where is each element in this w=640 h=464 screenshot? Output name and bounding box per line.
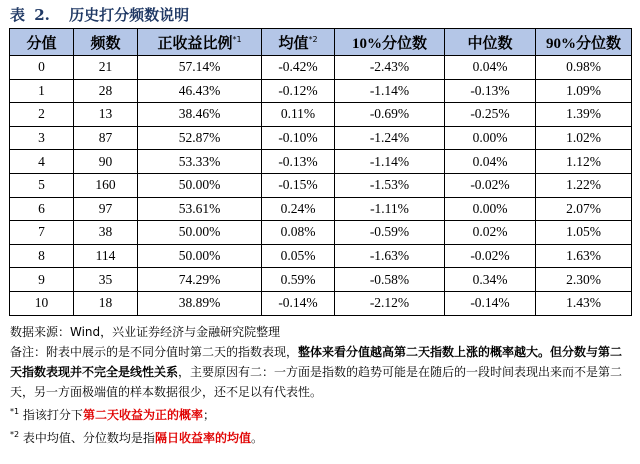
cell-positive-ratio: 38.89% <box>138 291 262 315</box>
table-row <box>10 244 632 268</box>
cell-score: 8 <box>10 244 74 268</box>
footnote-1-text: 指该打分下 <box>22 408 83 422</box>
remark-bold-1: 整体来看分值越高第二天指数上涨的概率越大 <box>298 345 539 359</box>
cell-p10: -0.59% <box>335 221 445 245</box>
cell-frequency: 38 <box>74 221 138 245</box>
cell-p10: -2.12% <box>335 291 445 315</box>
cell-p10: -1.14% <box>335 79 445 103</box>
cell-mean: -0.14% <box>262 291 335 315</box>
cell-median: 0.00% <box>445 126 536 150</box>
cell-median: -0.02% <box>445 173 536 197</box>
header-score: 分值 <box>10 29 74 56</box>
footnote-2 <box>10 425 632 448</box>
cell-frequency: 114 <box>74 244 138 268</box>
footnote-2-end: 。 <box>250 431 263 445</box>
table-row <box>10 150 632 174</box>
caption-number: 2. <box>34 6 50 24</box>
cell-frequency: 87 <box>74 126 138 150</box>
cell-positive-ratio: 46.43% <box>138 79 262 103</box>
cell-p10: -1.53% <box>335 173 445 197</box>
footnote-1-mark: *1 <box>10 407 20 416</box>
header-mean <box>262 29 335 56</box>
cell-mean: 0.24% <box>262 197 335 221</box>
cell-score: 6 <box>10 197 74 221</box>
cell-positive-ratio: 52.87% <box>138 126 262 150</box>
remark-text-1: 备注：附表中展示的是不同分值时第二天的指数表现， <box>10 345 299 359</box>
cell-score: 3 <box>10 126 74 150</box>
cell-score: 5 <box>10 173 74 197</box>
cell-median: -0.14% <box>445 291 536 315</box>
cell-score: 9 <box>10 268 74 292</box>
cell-positive-ratio: 57.14% <box>138 56 262 80</box>
notes-section <box>10 322 632 448</box>
footnote-2-highlight: 隔日收益率的均值 <box>154 431 251 445</box>
cell-p90: 1.09% <box>536 79 632 103</box>
remark-bold-2: 。但分数与第二天指数表现并不完全是线性关系 <box>10 345 623 379</box>
cell-frequency: 97 <box>74 197 138 221</box>
cell-p10: -2.43% <box>335 56 445 80</box>
table-row <box>10 197 632 221</box>
cell-score: 4 <box>10 150 74 174</box>
header-positive-ratio <box>138 29 262 56</box>
table-body <box>10 56 632 316</box>
cell-frequency: 160 <box>74 173 138 197</box>
data-source: 数据来源：Wind，兴业证券经济与金融研究院整理 <box>10 325 281 339</box>
cell-median: 0.02% <box>445 221 536 245</box>
header-positive-ratio-label: 正收益比例 <box>157 33 233 52</box>
cell-score: 10 <box>10 291 74 315</box>
cell-mean: -0.12% <box>262 79 335 103</box>
header-mean-label: 均值 <box>278 33 309 52</box>
cell-p10: -1.24% <box>335 126 445 150</box>
cell-p90: 0.98% <box>536 56 632 80</box>
footnote-ref-2: *2 <box>308 34 318 44</box>
cell-mean: 0.59% <box>262 268 335 292</box>
cell-frequency: 90 <box>74 150 138 174</box>
cell-median: 0.04% <box>445 56 536 80</box>
footnote-2-mark: *2 <box>10 430 20 439</box>
remark <box>10 342 632 402</box>
cell-median: 0.00% <box>445 197 536 221</box>
caption-prefix: 表 <box>10 6 26 24</box>
cell-positive-ratio: 38.46% <box>138 103 262 127</box>
cell-frequency: 18 <box>74 291 138 315</box>
cell-frequency: 13 <box>74 103 138 127</box>
cell-p90: 1.63% <box>536 244 632 268</box>
table-row <box>10 103 632 127</box>
table-row <box>10 268 632 292</box>
table-row <box>10 173 632 197</box>
cell-p90: 1.05% <box>536 221 632 245</box>
cell-p90: 2.30% <box>536 268 632 292</box>
footnote-1-end: ； <box>202 408 215 422</box>
cell-p90: 1.39% <box>536 103 632 127</box>
cell-score: 2 <box>10 103 74 127</box>
cell-p90: 1.43% <box>536 291 632 315</box>
cell-positive-ratio: 50.00% <box>138 244 262 268</box>
header-median: 中位数 <box>445 29 536 56</box>
header-frequency: 频数 <box>74 29 138 56</box>
cell-p90: 2.07% <box>536 197 632 221</box>
table-row <box>10 56 632 80</box>
cell-mean: -0.42% <box>262 56 335 80</box>
cell-p10: -1.14% <box>335 150 445 174</box>
footnote-1 <box>10 402 632 425</box>
score-frequency-table <box>9 28 632 316</box>
cell-p10: -0.58% <box>335 268 445 292</box>
cell-median: 0.34% <box>445 268 536 292</box>
table-row <box>10 291 632 315</box>
cell-p90: 1.02% <box>536 126 632 150</box>
cell-mean: 0.08% <box>262 221 335 245</box>
cell-mean: 0.11% <box>262 103 335 127</box>
cell-positive-ratio: 74.29% <box>138 268 262 292</box>
header-p10: 10%分位数 <box>335 29 445 56</box>
table-header-row <box>10 29 632 56</box>
remark-text-2: ，主要原因有二：一方面是指数的趋势可能是在随后的一段时间表现出来而不是第二天，另一方面极端值的样本数据很少，还不足以有代表性。 <box>10 365 623 399</box>
cell-positive-ratio: 53.61% <box>138 197 262 221</box>
caption-text: 历史打分频数说明 <box>69 6 190 24</box>
cell-p10: -1.63% <box>335 244 445 268</box>
table-caption <box>10 4 189 26</box>
cell-score: 1 <box>10 79 74 103</box>
cell-mean: -0.15% <box>262 173 335 197</box>
table-row <box>10 126 632 150</box>
cell-positive-ratio: 53.33% <box>138 150 262 174</box>
cell-p90: 1.12% <box>536 150 632 174</box>
footnote-2-text: 表中均值、分位数均是指 <box>22 431 155 445</box>
cell-mean: -0.10% <box>262 126 335 150</box>
footnote-ref-1: *1 <box>232 34 242 44</box>
table-row <box>10 79 632 103</box>
cell-median: -0.13% <box>445 79 536 103</box>
cell-median: -0.25% <box>445 103 536 127</box>
cell-p90: 1.22% <box>536 173 632 197</box>
cell-score: 0 <box>10 56 74 80</box>
cell-positive-ratio: 50.00% <box>138 221 262 245</box>
footnote-1-highlight: 第二天收益为正的概率 <box>82 408 203 422</box>
table-row <box>10 221 632 245</box>
cell-frequency: 35 <box>74 268 138 292</box>
cell-frequency: 21 <box>74 56 138 80</box>
cell-positive-ratio: 50.00% <box>138 173 262 197</box>
cell-p10: -0.69% <box>335 103 445 127</box>
header-p90: 90%分位数 <box>536 29 632 56</box>
cell-score: 7 <box>10 221 74 245</box>
cell-median: 0.04% <box>445 150 536 174</box>
cell-frequency: 28 <box>74 79 138 103</box>
cell-mean: 0.05% <box>262 244 335 268</box>
cell-p10: -1.11% <box>335 197 445 221</box>
cell-median: -0.02% <box>445 244 536 268</box>
cell-mean: -0.13% <box>262 150 335 174</box>
